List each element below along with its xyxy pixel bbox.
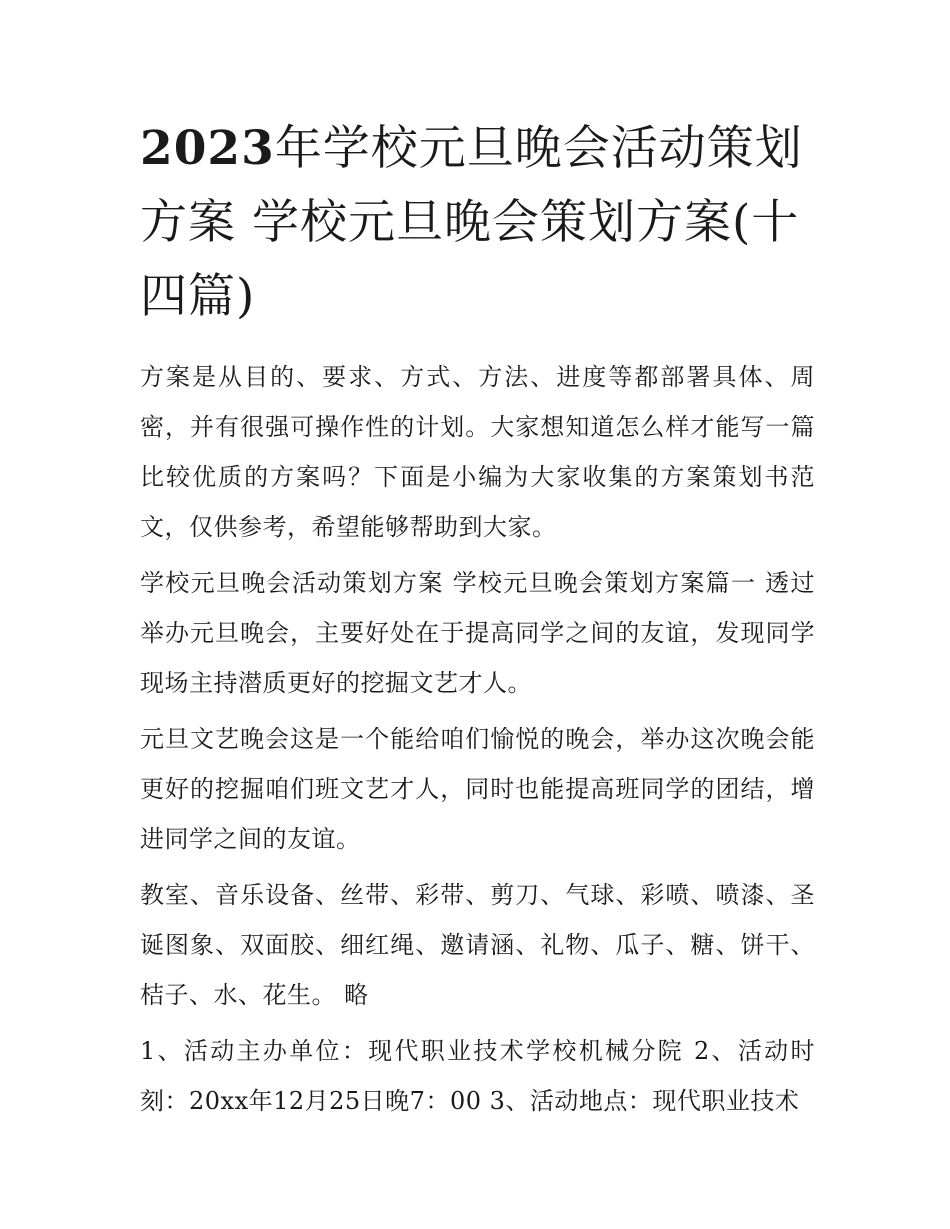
section-one-paragraph: 学校元旦晚会活动策划方案 学校元旦晚会策划方案篇一 透过举办元旦晚会，主要好处在于提高同学之间的友谊，发现同学现场主持潜质更好的挖掘文艺才人。 [140,569,815,697]
title-text: 年学校元旦晚会活动策划方案 学校元旦晚会策划方案(十四篇) [140,121,803,324]
details-paragraph: 1、活动主办单位：现代职业技术学校机械分院 2、活动时刻：20xx年12月25日晚7：00 3、活动地点：现代职业技术 [140,1037,815,1115]
document-title [140,112,815,334]
title-year: 2023 [140,121,275,176]
document-body [140,112,815,1132]
intro-paragraph: 方案是从目的、要求、方式、方法、进度等都部署具体、周密，并有很强可操作性的计划。大家想知道怎么样才能写一篇比较优质的方案吗？下面是小编为大家收集的方案策划书范文，仅供参考，希望能够帮助到大家。 [140,363,815,541]
purpose-paragraph: 元旦文艺晚会这是一个能给咱们愉悦的晚会，举办这次晚会能更好的挖掘咱们班文艺才人，同时也能提高班同学的团结，增进同学之间的友谊。 [140,725,815,853]
materials-paragraph: 教室、音乐设备、丝带、彩带、剪刀、气球、彩喷、喷漆、圣诞图象、双面胶、细红绳、邀请涵、礼物、瓜子、糖、饼干、桔子、水、花生。 略 [140,881,815,1009]
